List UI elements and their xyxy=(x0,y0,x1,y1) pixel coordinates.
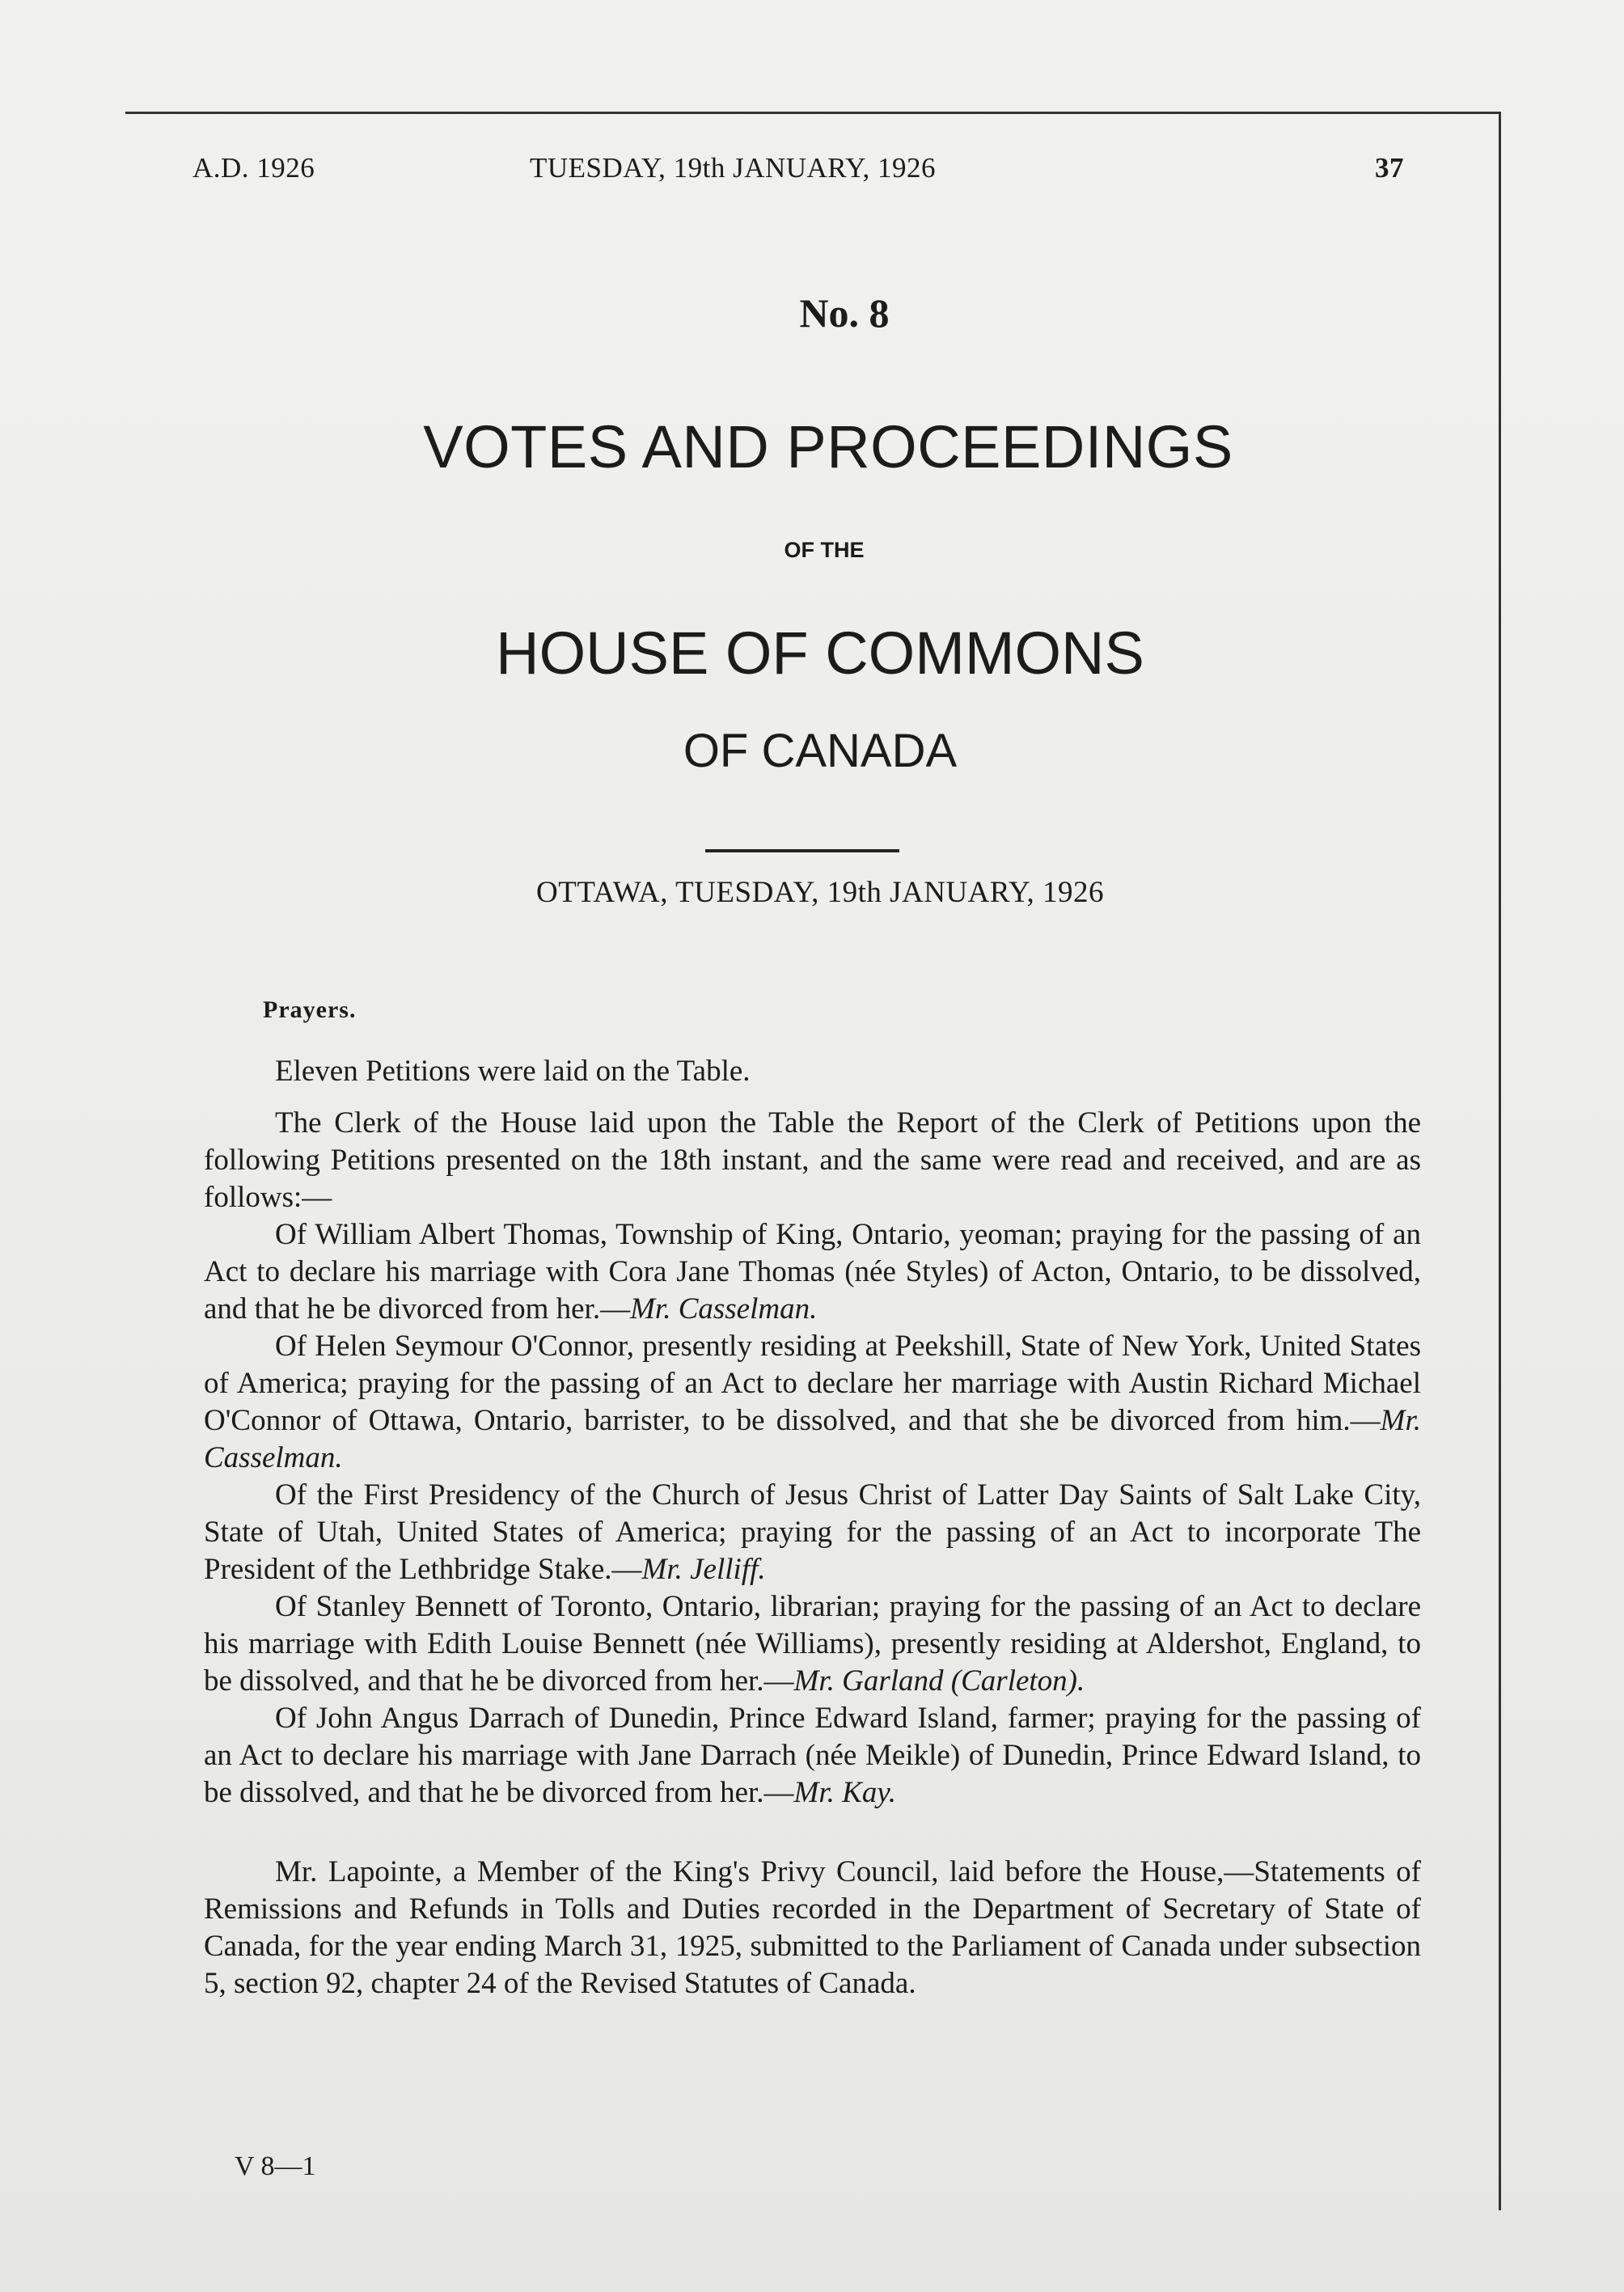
header-date: TUESDAY, 19th JANUARY, 1926 xyxy=(530,152,936,184)
paragraph xyxy=(204,1105,1421,1216)
petition-paragraph xyxy=(204,1216,1421,1328)
title-house-of-commons: HOUSE OF COMMONS xyxy=(496,620,1144,687)
member-name: Mr. Casselman. xyxy=(204,1404,1421,1474)
issue-number: No. 8 xyxy=(799,290,890,336)
title-of-the: OF THE xyxy=(784,538,865,562)
section-divider xyxy=(705,849,899,852)
paragraph-text: Of Stanley Bennett of Toronto, Ontario, librarian; praying for the passing of an Act to declare his marriage with Edith Louise Bennett (née Williams), presently residing at Aldershot, England, to be dissolved, and that he be divorced from her.— xyxy=(204,1590,1421,1698)
paragraph xyxy=(204,1854,1421,2002)
paragraph xyxy=(204,1053,1421,1090)
member-name: Mr. Jelliff. xyxy=(641,1553,766,1586)
paragraph-text: The Clerk of the House laid upon the Table the Report of the Clerk of Petitions upon the following Petitions presented on the 18th instant, and the same were read and received, and are as follows:— xyxy=(204,1106,1421,1214)
document-title: VOTES AND PROCEEDINGS xyxy=(423,413,1233,480)
proceedings-body xyxy=(204,1053,1421,2002)
paragraph-text: Of John Angus Darrach of Dunedin, Prince Edward Island, farmer; praying for the passing of an Act to declare his marriage with Jane Darrach (née Meikle) of Dunedin, Prince Edward Island, to be dissolved, and that he be divorced from her.— xyxy=(204,1702,1421,1809)
petition-paragraph xyxy=(204,1328,1421,1477)
member-name: Mr. Garland (Carleton). xyxy=(793,1664,1085,1698)
member-name: Mr. Kay. xyxy=(793,1776,896,1809)
header-year: A.D. 1926 xyxy=(192,152,315,184)
top-rule xyxy=(125,112,1500,114)
paragraph-text: Of the First Presidency of the Church of Jesus Christ of Latter Day Saints of Salt Lake City, State of Utah, United States of America; praying for the passing of an Act to incorporate The President of the Lethbridge Stake.— xyxy=(204,1478,1421,1586)
paragraph-text: Eleven Petitions were laid on the Table. xyxy=(275,1055,751,1088)
page-number: 37 xyxy=(1375,152,1404,184)
petition-paragraph xyxy=(204,1588,1421,1700)
prayers-heading: Prayers. xyxy=(263,996,357,1023)
paragraph-text: Of Helen Seymour O'Connor, presently residing at Peekshill, State of New York, United States of America; praying for the passing of an Act to declare her marriage with Austin Richard Michael O'Connor of Ottawa, Ontario, barrister, to be dissolved, and that she be divorced from him.— xyxy=(204,1330,1421,1437)
title-of-canada: OF CANADA xyxy=(683,725,958,777)
petition-paragraph xyxy=(204,1477,1421,1588)
paragraph-text: Of William Albert Thomas, Township of King, Ontario, yeoman; praying for the passing of an Act to declare his marriage with Cora Jane Thomas (née Styles) of Acton, Ontario, to be dissolved, and that he be divorced from her.— xyxy=(204,1218,1421,1326)
petition-paragraph xyxy=(204,1700,1421,1812)
signature-mark: V 8—1 xyxy=(235,2151,316,2181)
sitting-date: OTTAWA, TUESDAY, 19th JANUARY, 1926 xyxy=(536,876,1104,909)
member-name: Mr. Casselman. xyxy=(630,1292,818,1326)
paragraph-text: Mr. Lapointe, a Member of the King's Privy Council, laid before the House,—Statements of Remissions and Refunds in Tolls and Duties recorded in the Department of Secretary of State of Canada, for the year ending March 31, 1925, submitted to the Parliament of Canada under subsection 5, section 92, chapter 24 of the Revised Statutes of Canada. xyxy=(204,1855,1421,2000)
